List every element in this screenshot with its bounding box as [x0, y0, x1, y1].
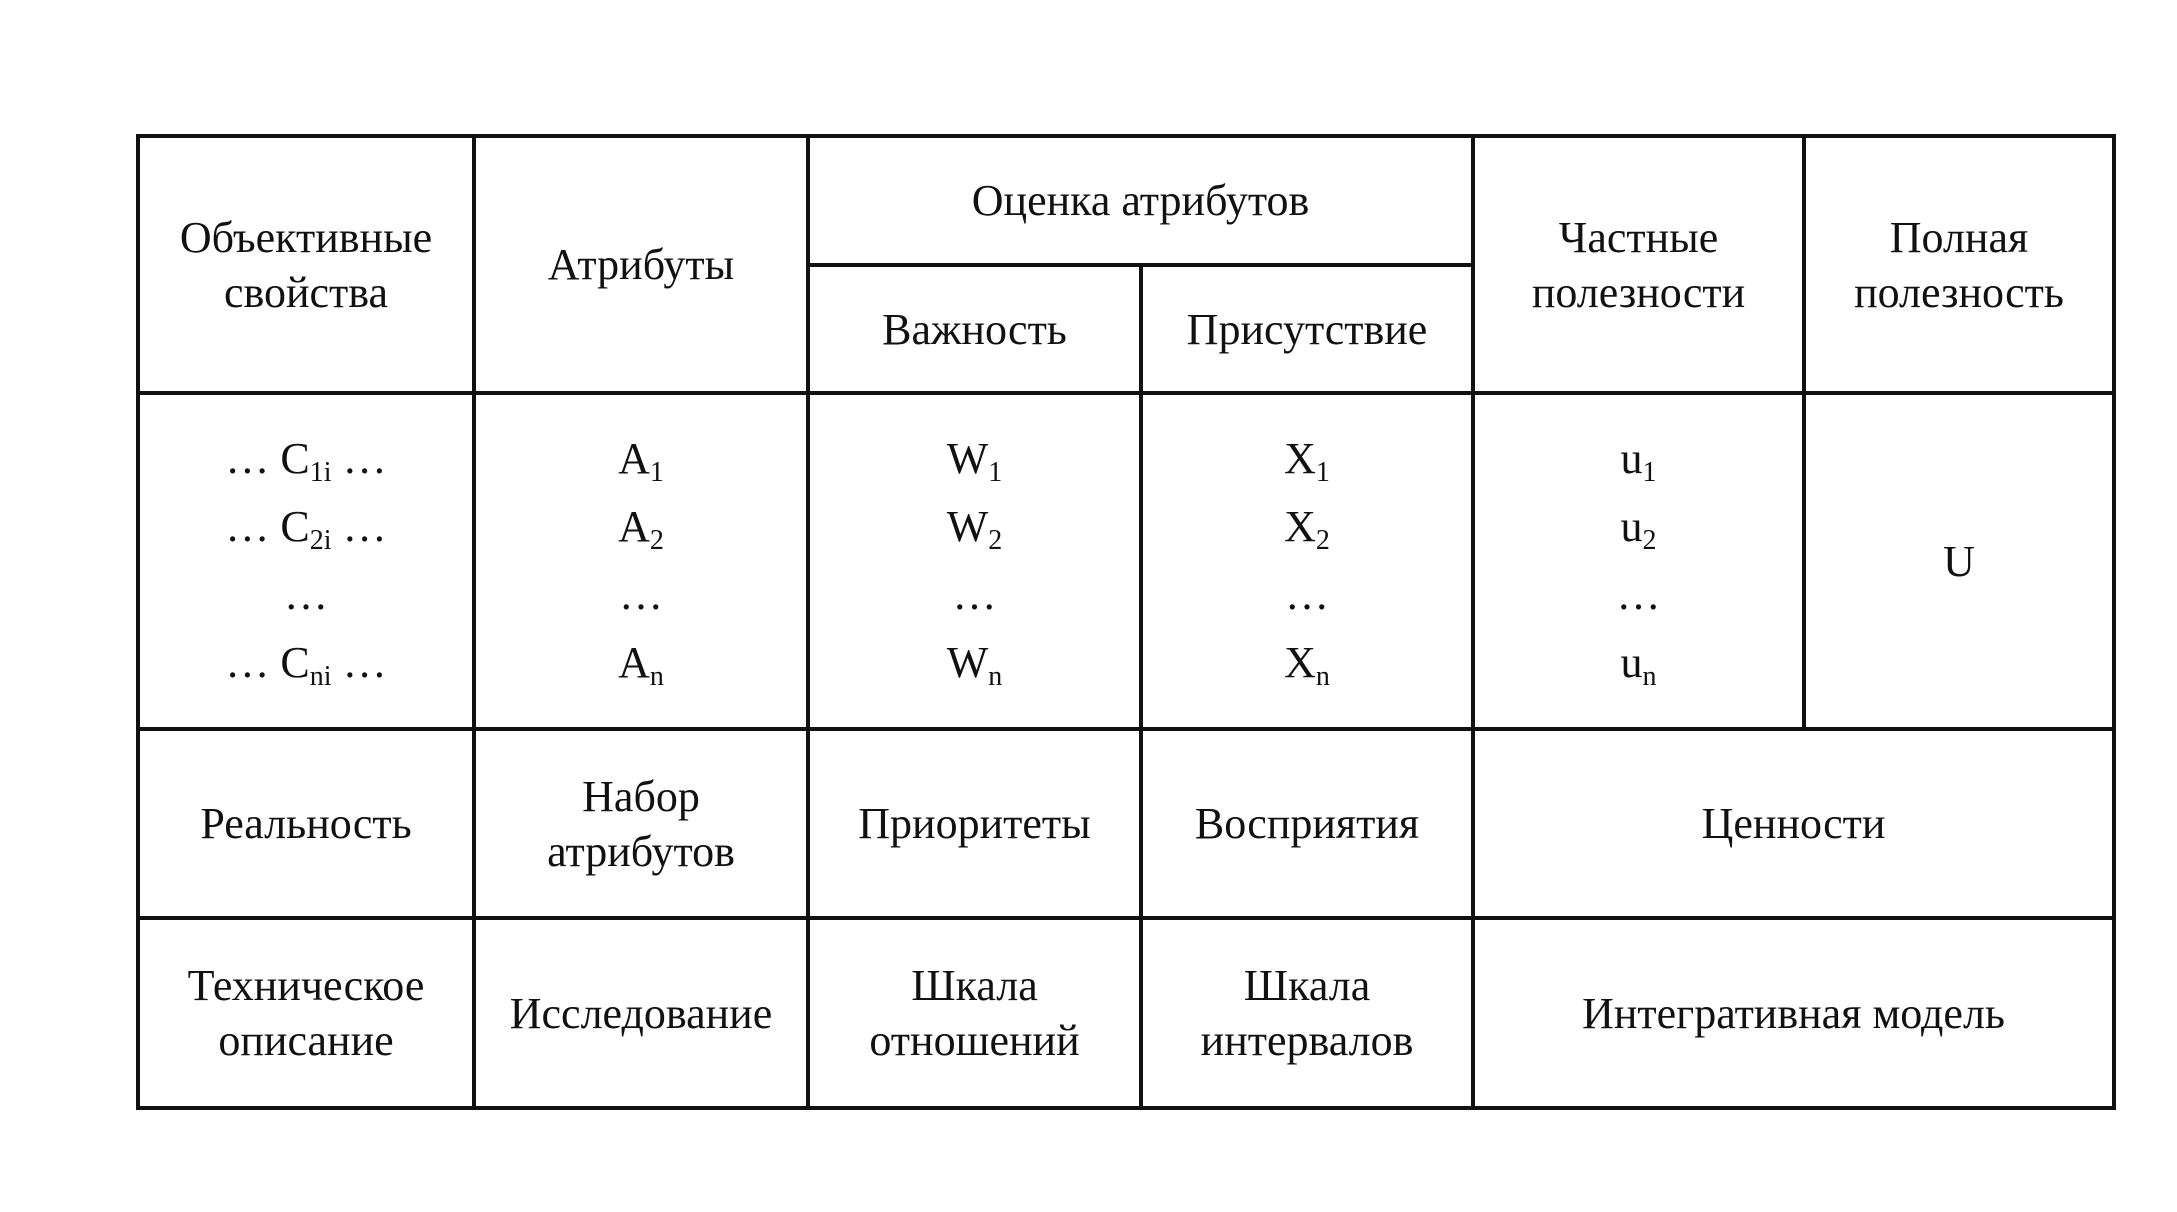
- method-research: [474, 918, 808, 1108]
- utility-model-table: [136, 134, 2116, 1110]
- variable-line: [482, 493, 800, 561]
- header-row-top: [138, 136, 2114, 265]
- variable-symbol: …: [284, 570, 328, 619]
- variable-line: [146, 493, 466, 561]
- variable-symbol: … C: [225, 502, 310, 551]
- method-technical-description-line1: Техническое: [187, 961, 425, 1010]
- concept-priorities: [808, 729, 1141, 918]
- variable-index: n: [1315, 661, 1330, 692]
- variable-line: [816, 493, 1133, 561]
- variable-index: 2: [649, 525, 664, 556]
- method-technical-description: [138, 918, 474, 1108]
- header-attribute-evaluation-label: Оценка атрибутов: [971, 176, 1310, 225]
- variable-index: 2: [1642, 525, 1657, 556]
- variable-line: [1481, 425, 1796, 493]
- total-utility-symbol: U: [1943, 536, 1975, 586]
- vars-partial-utilities: [1473, 393, 1804, 729]
- variable-index: 2: [1315, 525, 1330, 556]
- method-interval-scale: [1141, 918, 1473, 1108]
- variable-ellipsis: …: [331, 434, 387, 483]
- header-presence: [1141, 265, 1473, 393]
- variable-line: [146, 425, 466, 493]
- header-total-utility-line2: полезность: [1854, 267, 2064, 317]
- variable-symbol: u: [1620, 638, 1643, 687]
- header-attributes: [474, 136, 808, 393]
- methods-row: [138, 918, 2114, 1108]
- variable-line: [1149, 425, 1465, 493]
- method-integrative-model-label: Интегративная модель: [1582, 988, 2005, 1038]
- method-interval-scale-line2: интервалов: [1200, 1016, 1414, 1065]
- variable-line: [482, 425, 800, 493]
- variable-symbol: A: [618, 502, 650, 551]
- variables-row: [138, 393, 2114, 729]
- variable-index: 1i: [309, 457, 332, 488]
- variable-symbol: u: [1620, 502, 1643, 551]
- method-technical-description-line2: описание: [218, 1016, 394, 1065]
- variable-index: 2: [988, 525, 1003, 556]
- header-total-utility: [1804, 136, 2114, 393]
- method-ratio-scale: [808, 918, 1141, 1108]
- concept-reality-label: Реальность: [200, 799, 412, 848]
- variable-index: ni: [309, 661, 332, 692]
- header-importance: [808, 265, 1141, 393]
- variable-line: [1149, 493, 1465, 561]
- header-attribute-evaluation: [808, 136, 1473, 265]
- variable-symbol: …: [1616, 570, 1661, 619]
- variable-symbol: …: [952, 570, 997, 619]
- variable-ellipsis: …: [331, 638, 387, 687]
- concept-reality: [138, 729, 474, 918]
- variable-line: [1481, 561, 1796, 629]
- variable-symbol: …: [1285, 570, 1329, 619]
- vars-importance: [808, 393, 1141, 729]
- variable-symbol: W: [946, 434, 989, 483]
- header-partial-utilities: [1473, 136, 1804, 393]
- variable-index: n: [1642, 661, 1657, 692]
- method-ratio-scale-line2: отношений: [869, 1016, 1080, 1065]
- variable-symbol: … C: [225, 638, 310, 687]
- header-objective-properties: [138, 136, 474, 393]
- concept-attribute-set-line1: Набор: [582, 771, 700, 821]
- variable-symbol: W: [946, 638, 989, 687]
- vars-attributes: [474, 393, 808, 729]
- variable-line: [146, 561, 466, 629]
- variable-index: 1: [1642, 457, 1657, 488]
- concept-attribute-set: [474, 729, 808, 918]
- header-partial-utilities-line2: полезности: [1531, 267, 1746, 317]
- variable-symbol: u: [1620, 434, 1643, 483]
- variable-index: 1: [988, 457, 1003, 488]
- variable-line: [816, 561, 1133, 629]
- variable-line: [816, 425, 1133, 493]
- variable-symbol: A: [618, 434, 650, 483]
- vars-presence: [1141, 393, 1473, 729]
- variable-symbol: A: [618, 638, 650, 687]
- vars-objective-properties: [138, 393, 474, 729]
- variable-symbol: …: [619, 570, 663, 619]
- variable-line: [1149, 629, 1465, 697]
- variable-symbol: X: [1284, 434, 1316, 483]
- header-importance-label: Важность: [882, 304, 1067, 354]
- variable-index: 2i: [309, 525, 332, 556]
- header-total-utility-line1: Полная: [1889, 212, 2029, 262]
- concept-perceptions: [1141, 729, 1473, 918]
- concept-values: [1473, 729, 2114, 918]
- variable-index: 1: [649, 457, 664, 488]
- variable-line: [146, 629, 466, 697]
- concept-attribute-set-line2: атрибутов: [547, 826, 735, 876]
- variable-symbol: W: [946, 502, 989, 551]
- concept-priorities-label: Приоритеты: [858, 799, 1091, 848]
- variable-symbol: … C: [225, 434, 310, 483]
- header-objective-properties-line1: Объективные: [179, 212, 433, 262]
- variable-line: [1149, 561, 1465, 629]
- concepts-row: [138, 729, 2114, 918]
- header-attributes-label: Атрибуты: [547, 240, 735, 289]
- method-interval-scale-line1: Шкала: [1243, 961, 1371, 1010]
- variable-index: n: [988, 661, 1003, 692]
- variable-symbol: X: [1284, 502, 1316, 551]
- variable-line: [482, 629, 800, 697]
- variable-line: [1481, 629, 1796, 697]
- method-integrative-model: [1473, 918, 2114, 1108]
- method-ratio-scale-line1: Шкала: [911, 961, 1038, 1010]
- variable-ellipsis: …: [331, 502, 387, 551]
- header-partial-utilities-line1: Частные: [1558, 212, 1719, 262]
- header-presence-label: Присутствие: [1186, 304, 1428, 354]
- variable-symbol: X: [1284, 638, 1316, 687]
- concept-perceptions-label: Восприятия: [1194, 799, 1420, 848]
- variable-index: 1: [1315, 457, 1330, 488]
- variable-line: [482, 561, 800, 629]
- variable-index: n: [649, 661, 664, 692]
- variable-line: [816, 629, 1133, 697]
- vars-total-utility: [1804, 393, 2114, 729]
- variable-line: [1481, 493, 1796, 561]
- header-objective-properties-line2: свойства: [223, 267, 389, 317]
- concept-values-label: Ценности: [1701, 799, 1886, 848]
- method-research-label: Исследование: [509, 988, 773, 1038]
